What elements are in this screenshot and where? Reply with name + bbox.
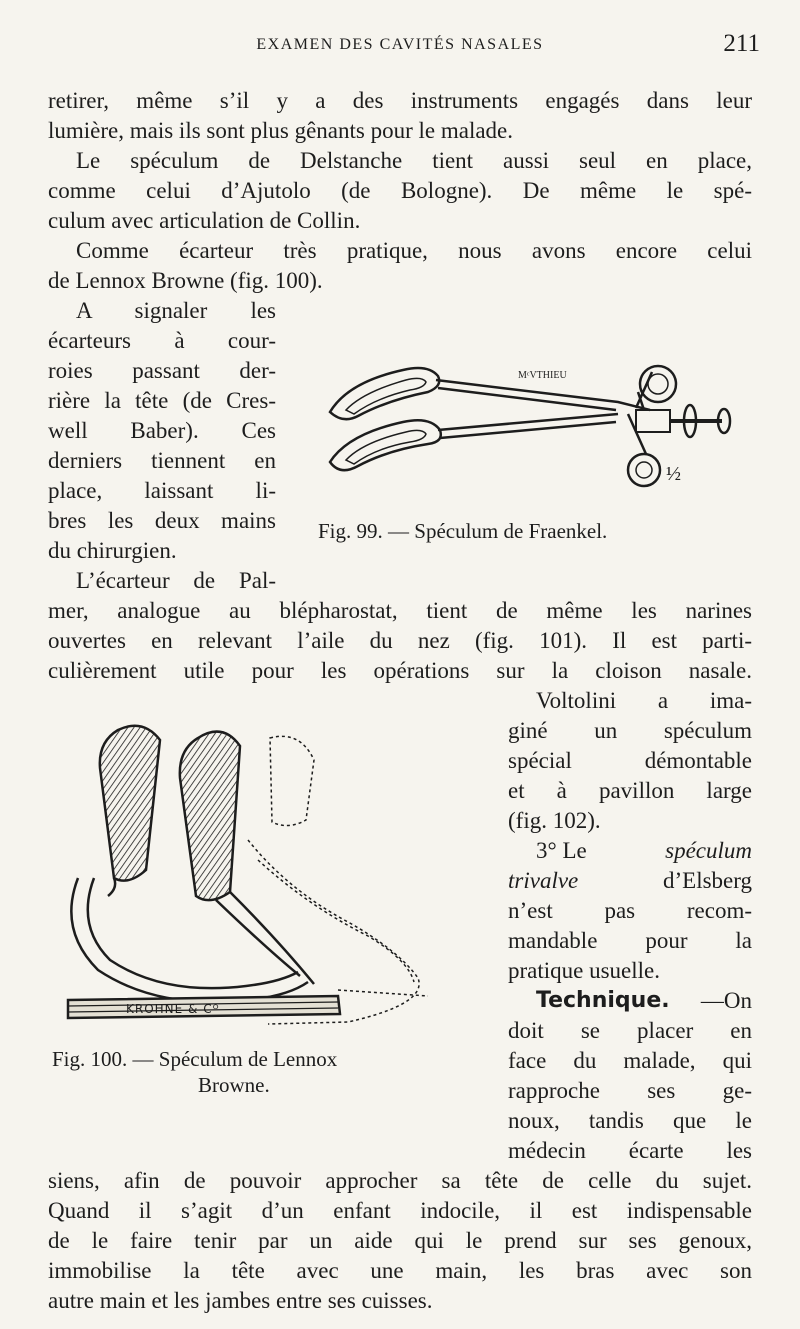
italic-word: spéculum (665, 838, 752, 863)
text-line: rapproche ses ge- (508, 1078, 752, 1103)
text-line (508, 866, 752, 896)
text-line: Comme écarteur très pratique, nous avons encore celui (76, 238, 752, 263)
text-line: culièrement utile pour les opérations sur la cloison nasale. (48, 658, 752, 683)
fraenkel-speculum-drawing (318, 352, 748, 502)
text-line: face du malade, qui (508, 1048, 752, 1073)
running-title: EXAMEN DES CAVITÉS NASALES (256, 36, 544, 53)
text-line: de Lennox Browne (fig. 100). (48, 268, 323, 293)
scale-mark: ½ (666, 463, 681, 485)
italic-word: trivalve (508, 868, 579, 893)
text-line: écarteurs à cour- (48, 328, 276, 353)
page-number: 211 (723, 30, 760, 57)
text-line (536, 986, 752, 1016)
text-line: du chirurgien. (48, 538, 177, 563)
text-line: médecin écarte les (508, 1138, 752, 1163)
section-heading: Technique. (536, 988, 670, 1013)
figure-100-caption-line2: Browne. (198, 1073, 270, 1097)
text-line: et à pavillon large (508, 778, 752, 803)
text-line: retirer, même s’il y a des instruments engagés dans leur (48, 88, 752, 113)
figure-100-illustration (48, 710, 468, 1040)
figure-100-caption-line1: Fig. 100. — Spéculum de Lennox (52, 1047, 338, 1071)
running-head (40, 30, 760, 66)
text-line: (fig. 102). (508, 808, 601, 833)
lennox-browne-speculum-drawing (48, 710, 468, 1040)
text-line: rière la tête (de Cres- (48, 388, 276, 413)
text-line: L’écarteur de Pal- (76, 568, 276, 593)
text-line: comme celui d’Ajutolo (de Bologne). De même le spé- (48, 178, 752, 203)
text-line: A signaler les (76, 298, 276, 323)
text-fragment: —On (700, 988, 752, 1013)
text-line: roies passant der- (48, 358, 276, 383)
text-line: derniers tiennent en (48, 448, 276, 473)
text-line: doit se placer en (508, 1018, 752, 1043)
text-fragment: d’Elsberg (662, 868, 752, 893)
figure-99-caption: Fig. 99. — Spéculum de Fraenkel. (318, 519, 608, 543)
maker-stamp: KROHNE & Cᴼ (126, 1002, 220, 1016)
numeral-prefix: 3° Le (536, 838, 587, 863)
text-line: n’est pas recom- (508, 898, 752, 923)
text-line: well Baber). Ces (48, 418, 276, 443)
figure-99-illustration (318, 352, 748, 502)
text-line: spécial démontable (508, 748, 752, 773)
text-line: immobilise la tête avec une main, les bras avec son (48, 1258, 752, 1283)
text-line: culum avec articulation de Collin. (48, 208, 361, 233)
text-line: lumière, mais ils sont plus gênants pour le malade. (48, 118, 514, 143)
text-line: place, laissant li- (48, 478, 276, 503)
text-line: autre main et les jambes entre ses cuisses. (48, 1288, 433, 1313)
text-line (536, 836, 752, 866)
maker-stamp: MᶜVTHIEU (518, 370, 567, 381)
text-line: giné un spéculum (508, 718, 752, 743)
text-line: Voltolini a ima- (536, 688, 752, 713)
text-line: mandable pour la (508, 928, 752, 953)
text-line: siens, afin de pouvoir approcher sa tête de celle du sujet. (48, 1168, 752, 1193)
text-line: Le spéculum de Delstanche tient aussi seul en place, (76, 148, 752, 173)
text-line: ouvertes en relevant l’aile du nez (fig. 101). Il est parti- (48, 628, 752, 653)
text-line: noux, tandis que le (508, 1108, 752, 1133)
text-line: pratique usuelle. (508, 958, 661, 983)
text-line: Quand il s’agit d’un enfant indocile, il est indispensable (48, 1198, 752, 1223)
text-line: bres les deux mains (48, 508, 276, 533)
text-line: mer, analogue au blépharostat, tient de même les narines (48, 598, 752, 623)
text-line: de le faire tenir par un aide qui le prend sur ses genoux, (48, 1228, 752, 1253)
